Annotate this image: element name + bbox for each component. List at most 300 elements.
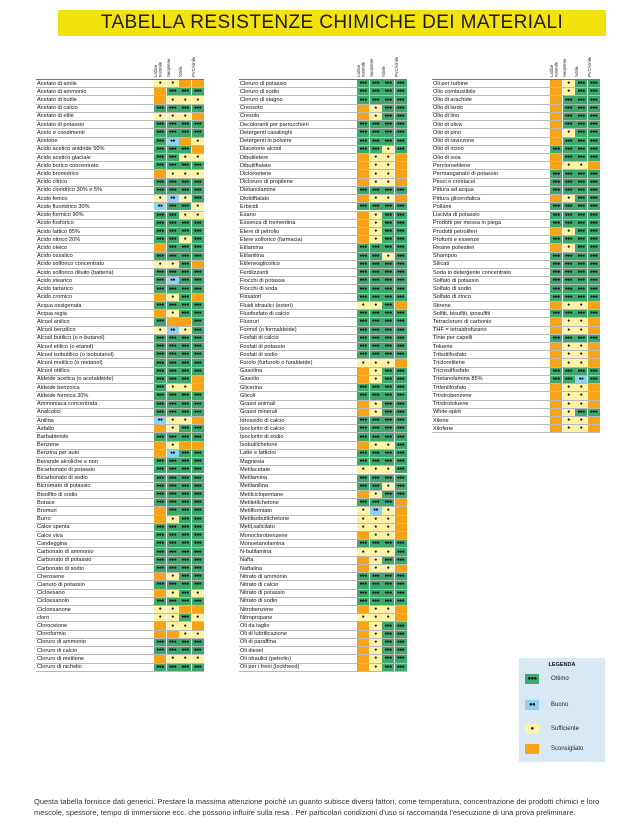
rating-cell <box>550 138 562 145</box>
rating-cell: ●●● <box>395 631 407 638</box>
rating-cell: ●●● <box>167 565 179 572</box>
rating-cell: ●●● <box>395 376 407 383</box>
rating-cell: ●●● <box>179 425 191 432</box>
chemical-name: Carbonato di potassio <box>37 557 92 564</box>
chemical-name: Metilisobutilchetone <box>240 516 290 523</box>
legend-swatch: ●● <box>525 700 539 710</box>
chemical-name: Cloruro di potassio <box>240 80 287 87</box>
rating-cell: ●●● <box>395 343 407 350</box>
rating-cell: ●●● <box>575 220 587 227</box>
rating-cell: ●●● <box>370 146 382 153</box>
rating-cell: ●●● <box>179 491 191 498</box>
rating-cell: ●●● <box>154 269 166 276</box>
rating-cell <box>395 179 407 186</box>
rating-cell: ●●● <box>382 187 394 194</box>
rating-cell: ● <box>575 327 587 334</box>
rating-cell: ● <box>370 302 382 309</box>
chemical-name: Pollami <box>433 203 452 210</box>
rating-cell: ●●● <box>357 146 369 153</box>
rating-cell: ● <box>370 220 382 227</box>
rating-cell: ● <box>154 327 166 334</box>
rating-cell: ●●● <box>370 598 382 605</box>
rating-cell: ● <box>382 606 394 613</box>
rating-cell <box>550 162 562 169</box>
rating-cell: ●●● <box>588 253 600 260</box>
rating-cell: ●●● <box>192 121 204 128</box>
rating-cell: ●●● <box>179 664 191 671</box>
chemical-name: Magnesia <box>240 458 265 465</box>
rating-cell: ●●● <box>395 647 407 654</box>
rating-cell: ●●● <box>179 187 191 194</box>
rating-cell: ●●● <box>563 179 575 186</box>
rating-cell: ●●● <box>357 540 369 547</box>
chemical-name: Solfato di zinco <box>433 294 471 301</box>
rating-cell: ● <box>154 195 166 202</box>
rating-cell: ●●● <box>575 285 587 292</box>
rating-cell: ●●● <box>192 228 204 235</box>
rating-cell <box>192 384 204 391</box>
rating-cell: ●●● <box>192 425 204 432</box>
rating-cell <box>154 631 166 638</box>
rating-cell <box>550 302 562 309</box>
chemical-name: Alcool benzilico <box>37 327 76 334</box>
rating-cell: ●●● <box>563 220 575 227</box>
chemical-name: Monoetanolamina <box>240 540 285 547</box>
rating-cell: ●●● <box>179 475 191 482</box>
chemical-name: Ipoclorito di sodio <box>240 434 284 441</box>
rating-cell <box>357 622 369 629</box>
chemical-name: Aldeide formica 30% <box>37 392 89 399</box>
rating-cell: ●●● <box>167 458 179 465</box>
rating-cell: ●●● <box>179 179 191 186</box>
rating-cell: ●●● <box>588 105 600 112</box>
rating-cell: ●●● <box>192 351 204 358</box>
rating-cell: ●●● <box>395 409 407 416</box>
rating-cell: ●●● <box>154 318 166 325</box>
rating-cell: ● <box>563 129 575 136</box>
rating-cell: ●●● <box>179 88 191 95</box>
rating-cell <box>357 409 369 416</box>
rating-cell: ●●● <box>192 285 204 292</box>
rating-cell: ●●● <box>382 302 394 309</box>
rating-cell: ●●● <box>550 220 562 227</box>
rating-cell: ●●● <box>357 253 369 260</box>
rating-cell: ●●● <box>395 327 407 334</box>
rating-cell: ●●● <box>192 491 204 498</box>
rating-cell: ●●● <box>563 138 575 145</box>
rating-cell: ●●● <box>563 368 575 375</box>
rating-cell: ●●● <box>357 598 369 605</box>
rating-cell <box>395 302 407 309</box>
chemical-name: Pesci e crostacei <box>433 179 476 186</box>
rating-cell <box>588 302 600 309</box>
rating-cell: ● <box>370 228 382 235</box>
chemical-name: Cicloesanolo <box>37 598 70 605</box>
rating-cell: ●●● <box>167 187 179 194</box>
rating-cell: ●●● <box>357 425 369 432</box>
rating-cell: ●●● <box>370 80 382 87</box>
rating-cell: ●● <box>167 450 179 457</box>
chemical-name: Metilamina <box>240 475 268 482</box>
rating-cell: ●●● <box>588 88 600 95</box>
rating-cell: ● <box>167 614 179 621</box>
chemical-name: Tinte per capelli <box>433 335 473 342</box>
legend-item <box>525 744 583 754</box>
rating-cell: ●●● <box>395 466 407 473</box>
chemical-name: Acido nitrico 20% <box>37 236 81 243</box>
rating-cell: ●●● <box>357 318 369 325</box>
rating-cell: ●●● <box>395 540 407 547</box>
rating-cell: ●●● <box>179 277 191 284</box>
rating-cell: ●●● <box>382 499 394 506</box>
rating-cell: ●●● <box>395 548 407 555</box>
rating-cell: ●●● <box>192 401 204 408</box>
chemical-name: Aldeide acetica (o acetaldeide) <box>37 376 114 383</box>
rating-cell: ●●● <box>179 483 191 490</box>
rating-cell <box>192 376 204 383</box>
chemical-name: Nitrobenzene <box>240 606 274 613</box>
rating-cell: ●●● <box>550 212 562 219</box>
rating-cell: ●●● <box>167 491 179 498</box>
footer-note: Questa tabella fornisce dati generici. Prestare la massima attenzione poichè un guanto subisce diversi fattori, come temperatura, concentrazione dei prodotti chimici e loro mescole, spessore, tempo di immersione ecc. che possono influire sulla resa . Per particolari condizioni d'uso si raccomanda l'esecuzione di una prova preliminare. <box>34 797 600 817</box>
rating-cell: ● <box>167 113 179 120</box>
rating-cell: ●●● <box>575 236 587 243</box>
rating-cell: ●●● <box>370 483 382 490</box>
rating-cell: ●●● <box>179 639 191 646</box>
rating-cell <box>588 384 600 391</box>
rating-cell: ●●● <box>179 532 191 539</box>
rating-cell: ●●● <box>167 368 179 375</box>
rating-cell <box>550 154 562 161</box>
rating-cell: ●●● <box>550 146 562 153</box>
rating-cell: ●●● <box>588 187 600 194</box>
rating-cell: ● <box>192 203 204 210</box>
rating-cell: ● <box>179 655 191 662</box>
rating-cell <box>357 154 369 161</box>
rating-cell: ● <box>563 195 575 202</box>
rating-cell: ●●● <box>550 236 562 243</box>
rating-cell: ● <box>192 631 204 638</box>
chemical-name: Acido ossalico <box>37 253 73 260</box>
rating-cell: ●●● <box>395 655 407 662</box>
rating-cell: ● <box>382 162 394 169</box>
rating-cell <box>550 80 562 87</box>
rating-cell: ●●● <box>167 664 179 671</box>
rating-cell: ●●● <box>382 631 394 638</box>
rating-cell <box>550 244 562 251</box>
rating-cell: ●●● <box>563 261 575 268</box>
chemical-name: Monoclorobenzene <box>240 532 288 539</box>
rating-cell: ●●● <box>179 203 191 210</box>
rating-cell: ●●● <box>550 253 562 260</box>
rating-cell: ●●● <box>167 335 179 342</box>
chemical-name: Cloruro di stagno <box>240 97 283 104</box>
chemical-name: Olio di oliva <box>433 121 462 128</box>
rating-cell: ● <box>370 664 382 671</box>
rating-cell: ●●● <box>154 105 166 112</box>
rating-cell: ● <box>563 244 575 251</box>
chemical-name: Cloruro di ammonio <box>37 639 86 646</box>
rating-cell: ● <box>154 80 166 87</box>
rating-cell: ●●● <box>575 269 587 276</box>
rating-cell <box>588 343 600 350</box>
rating-cell: ● <box>382 154 394 161</box>
chemical-name: Analcolici <box>37 409 61 416</box>
rating-cell: ●●● <box>357 294 369 301</box>
chemical-name: Fosfati di sodio <box>240 351 278 358</box>
rating-cell <box>550 105 562 112</box>
rating-cell: ●●● <box>192 187 204 194</box>
rating-cell: ●●● <box>575 335 587 342</box>
chemical-name: Prodotti petroliferi <box>433 228 477 235</box>
rating-cell: ● <box>382 614 394 621</box>
chemical-name: Etilanilina <box>240 253 264 260</box>
rating-cell: ●●● <box>370 318 382 325</box>
rating-cell: ●●● <box>167 129 179 136</box>
rating-cell: ●●● <box>382 105 394 112</box>
rating-cell: ● <box>192 138 204 145</box>
rating-cell: ●●● <box>550 335 562 342</box>
chemical-name: Nitrato di ammonio <box>240 573 287 580</box>
chemical-name: Acido formico 90% <box>37 212 84 219</box>
rating-cell <box>192 442 204 449</box>
chemical-name: Acetato di amile <box>37 80 77 87</box>
rating-cell: ● <box>192 614 204 621</box>
rating-cell: ●●● <box>575 203 587 210</box>
rating-cell: ●●● <box>192 302 204 309</box>
rating-cell: ● <box>167 80 179 87</box>
rating-cell: ●●● <box>588 96 600 103</box>
rating-cell: ●●● <box>575 368 587 375</box>
chemical-name: Etere di petrolio <box>240 228 280 235</box>
rating-cell: ●●● <box>167 154 179 161</box>
rating-cell: ●●● <box>395 212 407 219</box>
rating-cell: ●●● <box>370 540 382 547</box>
chemical-name: Dibutilftalato <box>240 162 271 169</box>
rating-cell <box>550 384 562 391</box>
chemical-name: Acido fenico <box>37 195 68 202</box>
rating-cell: ● <box>179 212 191 219</box>
rating-cell: ● <box>370 532 382 539</box>
rating-cell: ●●● <box>395 483 407 490</box>
legend-label: Buono <box>551 702 569 708</box>
rating-cell: ● <box>382 516 394 523</box>
rating-cell: ●●● <box>167 269 179 276</box>
rating-cell: ●●● <box>395 425 407 432</box>
rating-cell: ●●● <box>550 294 562 301</box>
column-header: Lattice naturale <box>153 61 163 77</box>
rating-cell: ●●● <box>167 524 179 531</box>
rating-cell: ●●● <box>167 285 179 292</box>
chemical-name: Acqua regia <box>37 310 67 317</box>
chemical-name: Etilamina <box>240 244 264 251</box>
rating-cell <box>154 622 166 629</box>
legend-label: Ottimo <box>551 676 569 682</box>
rating-cell: ● <box>370 647 382 654</box>
rating-cell: ● <box>357 516 369 523</box>
rating-cell: ●●● <box>357 138 369 145</box>
rating-cell: ● <box>357 466 369 473</box>
rating-cell: ●●● <box>382 244 394 251</box>
rating-cell <box>550 417 562 424</box>
rating-cell <box>588 417 600 424</box>
chemical-name: Acido stearico <box>37 277 73 284</box>
rating-cell: ●●● <box>154 475 166 482</box>
rating-cell: ●●● <box>395 80 407 87</box>
chemical-name: Fissatori <box>240 294 262 301</box>
rating-cell: ● <box>575 401 587 408</box>
rating-cell: ● <box>563 80 575 87</box>
rating-cell: ●●● <box>154 581 166 588</box>
rating-cell <box>154 573 166 580</box>
rating-cell: ●●● <box>382 433 394 440</box>
chemical-name: Acetato di butile <box>37 97 77 104</box>
rating-cell <box>395 359 407 366</box>
chemical-name: Metil,salicilato <box>240 524 275 531</box>
rating-cell: ●●● <box>370 244 382 251</box>
rating-cell: ●● <box>167 327 179 334</box>
rating-cell: ●●● <box>357 581 369 588</box>
rating-cell: ●●● <box>179 343 191 350</box>
rating-cell: ●●● <box>588 80 600 87</box>
rating-cell <box>357 368 369 375</box>
rating-cell: ●●● <box>167 598 179 605</box>
rating-cell: ● <box>167 573 179 580</box>
rating-cell: ●●● <box>179 335 191 342</box>
rating-cell: ●●● <box>575 80 587 87</box>
chemical-name: Acetato di calcio <box>37 105 78 112</box>
rating-cell <box>550 129 562 136</box>
rating-cell: ●●● <box>192 236 204 243</box>
rating-cell: ●●● <box>154 277 166 284</box>
chemical-name: Stirene <box>433 302 451 309</box>
legend-label: Sufficiente <box>551 726 579 732</box>
chemical-name: Metiletilchetone <box>240 499 279 506</box>
rating-cell: ●●● <box>395 121 407 128</box>
column-header: Lattice naturale <box>549 61 559 77</box>
rating-cell <box>550 401 562 408</box>
rating-cell: ● <box>179 384 191 391</box>
rating-cell: ● <box>370 622 382 629</box>
rating-cell: ●●● <box>357 392 369 399</box>
rating-cell: ●●● <box>179 516 191 523</box>
rating-cell: ● <box>370 401 382 408</box>
rating-cell: ●●● <box>382 343 394 350</box>
rating-cell: ●●● <box>395 368 407 375</box>
rating-cell: ● <box>382 524 394 531</box>
rating-cell: ●●● <box>192 88 204 95</box>
rating-cell <box>550 88 562 95</box>
rating-cell: ●●● <box>167 146 179 153</box>
rating-cell <box>179 606 191 613</box>
chemical-name: Ipoclorito di calcio <box>240 425 285 432</box>
rating-cell: ●●● <box>382 384 394 391</box>
rating-cell: ●●● <box>395 417 407 424</box>
chemical-name: Gasolina <box>240 368 263 375</box>
rating-cell: ●●● <box>179 310 191 317</box>
rating-cell: ●●● <box>382 113 394 120</box>
chemical-name: Tributilfosfato <box>433 351 467 358</box>
rating-cell: ●●● <box>575 129 587 136</box>
rating-cell: ●●● <box>179 302 191 309</box>
rating-cell: ●●● <box>154 359 166 366</box>
rating-cell <box>192 80 204 87</box>
rating-cell: ●●● <box>550 277 562 284</box>
rating-cell: ● <box>382 170 394 177</box>
chemical-name: Acido borico concentrato <box>37 162 99 169</box>
rating-cell: ●●● <box>588 129 600 136</box>
rating-cell: ●●● <box>575 88 587 95</box>
rating-cell: ●●● <box>192 565 204 572</box>
rating-cell: ●●● <box>575 121 587 128</box>
rating-cell: ●●● <box>382 491 394 498</box>
rating-cell: ●●● <box>382 368 394 375</box>
rating-cell: ●●● <box>179 146 191 153</box>
rating-cell: ●●● <box>154 499 166 506</box>
rating-cell <box>192 622 204 629</box>
chemical-name: Erbicidi <box>240 203 259 210</box>
chemical-name: Bisolfito di sodio <box>37 491 78 498</box>
rating-cell: ●●● <box>192 516 204 523</box>
rating-cell: ●●● <box>382 129 394 136</box>
rating-cell <box>179 442 191 449</box>
column-header: Nitrile <box>574 66 579 77</box>
chemical-name: Acido fluoridrico 30% <box>37 203 90 210</box>
rating-cell: ●●● <box>179 565 191 572</box>
rating-cell: ●●● <box>357 80 369 87</box>
rating-cell: ●●● <box>563 121 575 128</box>
rating-cell: ●●● <box>179 105 191 112</box>
rating-cell <box>357 212 369 219</box>
rating-cell: ●●● <box>382 655 394 662</box>
rating-cell: ●●● <box>382 392 394 399</box>
rating-cell: ● <box>179 195 191 202</box>
rating-cell: ●●● <box>563 170 575 177</box>
chemical-name: Calce viva <box>37 532 63 539</box>
rating-cell: ●●● <box>167 433 179 440</box>
rating-cell: ●● <box>167 138 179 145</box>
rating-cell: ●●● <box>575 154 587 161</box>
rating-cell: ●●● <box>154 121 166 128</box>
rating-cell <box>192 417 204 424</box>
chemical-name: Cicloesano <box>37 590 65 597</box>
rating-cell: ●●● <box>382 318 394 325</box>
rating-cell: ● <box>563 409 575 416</box>
rating-cell: ●●● <box>395 392 407 399</box>
rating-cell: ●●● <box>563 96 575 103</box>
chemical-name: Glicoli <box>240 392 256 399</box>
rating-cell: ● <box>563 228 575 235</box>
rating-cell: ●●● <box>550 269 562 276</box>
rating-cell <box>550 228 562 235</box>
rating-cell: ●●● <box>370 351 382 358</box>
rating-cell: ●●● <box>370 129 382 136</box>
rating-cell: ● <box>382 442 394 449</box>
chemical-name: Alcool isobutilico (o isobutanol) <box>37 351 114 358</box>
chemical-name: Olio di arachide <box>433 97 472 104</box>
rating-cell: ●●● <box>154 409 166 416</box>
rating-cell: ●●● <box>575 294 587 301</box>
rating-cell: ●●● <box>179 614 191 621</box>
rating-cell: ●●● <box>357 261 369 268</box>
rating-cell: ●●● <box>395 285 407 292</box>
rating-cell: ●●● <box>357 384 369 391</box>
chemical-name: Anilina <box>37 417 54 424</box>
rating-cell: ● <box>575 343 587 350</box>
rating-cell: ●●● <box>382 228 394 235</box>
chemical-name: Acido acetico glaciale <box>37 154 91 161</box>
rating-cell: ●●● <box>192 179 204 186</box>
